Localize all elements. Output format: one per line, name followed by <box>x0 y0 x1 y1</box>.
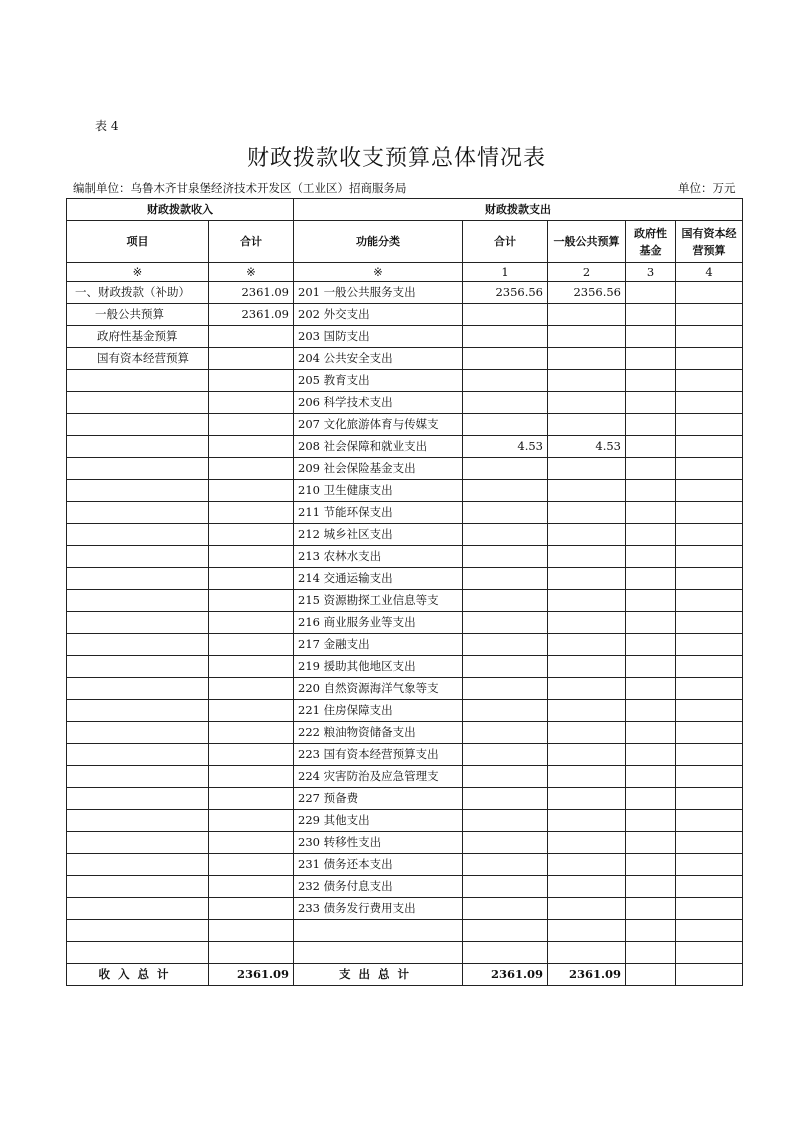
expense-total-cell <box>463 766 548 788</box>
page-title: 财政拨款收支预算总体情况表 <box>246 146 546 171</box>
expense-govfund-cell <box>626 722 676 744</box>
expense-capital-grand-total <box>676 964 743 986</box>
expense-total-cell <box>463 788 548 810</box>
expense-total-cell <box>463 942 548 964</box>
income-item-cell <box>67 524 209 546</box>
expense-capital-cell <box>676 458 743 480</box>
expense-capital-cell <box>676 370 743 392</box>
expense-govfund-cell <box>626 458 676 480</box>
expense-func-cell: 215 资源勘探工业信息等支 <box>294 590 463 612</box>
expense-general-cell <box>548 568 626 590</box>
income-total-cell <box>209 568 294 590</box>
expense-general-cell <box>548 810 626 832</box>
expense-capital-cell <box>676 942 743 964</box>
income-item-cell <box>67 612 209 634</box>
expense-total-cell <box>463 678 548 700</box>
expense-func-cell: 217 金融支出 <box>294 634 463 656</box>
table-row <box>67 304 743 326</box>
expense-general-cell <box>548 370 626 392</box>
table-row <box>67 326 743 348</box>
state-capital-header: 国有资本经营预算 <box>676 221 743 263</box>
expense-func-cell: 230 转移性支出 <box>294 832 463 854</box>
income-item-cell <box>67 854 209 876</box>
income-item-cell <box>67 678 209 700</box>
income-total-cell <box>209 436 294 458</box>
expense-capital-cell <box>676 656 743 678</box>
expense-general-cell <box>548 304 626 326</box>
expense-func-cell: 221 住房保障支出 <box>294 700 463 722</box>
income-total-cell <box>209 942 294 964</box>
income-total-cell <box>209 612 294 634</box>
expense-capital-cell <box>676 348 743 370</box>
expense-general-cell <box>548 656 626 678</box>
table-row <box>67 524 743 546</box>
table-row <box>67 656 743 678</box>
income-total-cell <box>209 480 294 502</box>
expense-general-cell: 2356.56 <box>548 282 626 304</box>
expense-capital-cell <box>676 590 743 612</box>
expense-total-cell <box>463 810 548 832</box>
expense-func-cell: 231 债务还本支出 <box>294 854 463 876</box>
expense-capital-cell <box>676 810 743 832</box>
compiling-unit: 编制单位：乌鲁木齐甘泉堡经济技术开发区（工业区）招商服务局 <box>73 181 407 195</box>
income-item-cell <box>67 546 209 568</box>
expense-func-cell: 223 国有资本经营预算支出 <box>294 744 463 766</box>
income-total-cell <box>209 656 294 678</box>
expense-govfund-cell <box>626 876 676 898</box>
expense-capital-cell <box>676 788 743 810</box>
table-number: 表 4 <box>95 119 119 133</box>
expense-capital-cell <box>676 282 743 304</box>
expense-govfund-cell <box>626 502 676 524</box>
income-total-header: 合计 <box>209 221 294 263</box>
expense-general-cell <box>548 744 626 766</box>
income-item-cell <box>67 502 209 524</box>
expense-govfund-cell <box>626 326 676 348</box>
expense-general-cell <box>548 832 626 854</box>
expense-govfund-cell <box>626 832 676 854</box>
expense-general-cell <box>548 722 626 744</box>
income-total-cell <box>209 458 294 480</box>
expense-govfund-cell <box>626 304 676 326</box>
income-total-cell <box>209 766 294 788</box>
income-item-cell <box>67 766 209 788</box>
income-total-cell <box>209 832 294 854</box>
income-total-cell: 2361.09 <box>209 282 294 304</box>
expense-general-cell <box>548 920 626 942</box>
expense-func-cell <box>294 942 463 964</box>
table-row <box>67 458 743 480</box>
expense-capital-cell <box>676 436 743 458</box>
expense-func-cell: 214 交通运输支出 <box>294 568 463 590</box>
table-row <box>67 876 743 898</box>
income-item-cell <box>67 832 209 854</box>
expense-govfund-cell <box>626 612 676 634</box>
expense-capital-cell <box>676 854 743 876</box>
expense-capital-cell <box>676 568 743 590</box>
expense-govfund-cell <box>626 766 676 788</box>
income-total-cell <box>209 788 294 810</box>
expense-group-header: 财政拨款支出 <box>294 199 743 221</box>
income-item-cell <box>67 568 209 590</box>
income-total-cell <box>209 678 294 700</box>
expense-general-cell <box>548 634 626 656</box>
table-row <box>67 788 743 810</box>
expense-total-cell <box>463 920 548 942</box>
expense-total-cell <box>463 656 548 678</box>
income-total-label: 收入总计 <box>67 964 209 986</box>
table-row <box>67 832 743 854</box>
expense-func-cell: 233 债务发行费用支出 <box>294 898 463 920</box>
income-total-cell <box>209 722 294 744</box>
expense-func-cell: 210 卫生健康支出 <box>294 480 463 502</box>
expense-govfund-cell <box>626 590 676 612</box>
income-item-cell <box>67 436 209 458</box>
expense-govfund-cell <box>626 700 676 722</box>
table-row <box>67 568 743 590</box>
income-total-cell <box>209 590 294 612</box>
income-total-cell <box>209 744 294 766</box>
table-row <box>67 414 743 436</box>
income-total-cell <box>209 524 294 546</box>
income-total-cell <box>209 854 294 876</box>
expense-govfund-cell <box>626 788 676 810</box>
expense-func-cell: 222 粮油物资储备支出 <box>294 722 463 744</box>
table-row <box>67 700 743 722</box>
expense-capital-cell <box>676 524 743 546</box>
expense-func-cell: 219 援助其他地区支出 <box>294 656 463 678</box>
expense-total-cell <box>463 502 548 524</box>
table-row <box>67 722 743 744</box>
expense-capital-cell <box>676 480 743 502</box>
table-row <box>67 678 743 700</box>
expense-total-cell <box>463 590 548 612</box>
table-row <box>67 392 743 414</box>
table-row <box>67 590 743 612</box>
expense-capital-cell <box>676 722 743 744</box>
income-item-cell <box>67 370 209 392</box>
income-total-cell <box>209 810 294 832</box>
income-item-cell <box>67 920 209 942</box>
expense-general-cell <box>548 502 626 524</box>
income-total-cell <box>209 502 294 524</box>
func-class-header: 功能分类 <box>294 221 463 263</box>
income-total-cell <box>209 326 294 348</box>
index-cell: 3 <box>626 263 676 282</box>
expense-general-cell <box>548 480 626 502</box>
expense-capital-cell <box>676 304 743 326</box>
expense-total-cell <box>463 612 548 634</box>
income-item-cell: 一般公共预算 <box>67 304 209 326</box>
expense-capital-cell <box>676 744 743 766</box>
expense-general-cell <box>548 854 626 876</box>
expense-govfund-cell <box>626 414 676 436</box>
income-total-cell <box>209 348 294 370</box>
table-row <box>67 898 743 920</box>
budget-table <box>66 198 743 986</box>
expense-govfund-cell <box>626 348 676 370</box>
expense-total-cell: 2356.56 <box>463 282 548 304</box>
table-row <box>67 612 743 634</box>
expense-general-cell: 4.53 <box>548 436 626 458</box>
income-item-cell <box>67 700 209 722</box>
income-total-cell <box>209 898 294 920</box>
expense-general-cell <box>548 942 626 964</box>
expense-govfund-cell <box>626 898 676 920</box>
expense-func-cell: 216 商业服务业等支出 <box>294 612 463 634</box>
expense-general-grand-total: 2361.09 <box>548 964 626 986</box>
expense-total-cell <box>463 876 548 898</box>
expense-general-cell <box>548 590 626 612</box>
expense-general-cell <box>548 348 626 370</box>
expense-govfund-cell <box>626 436 676 458</box>
income-item-cell <box>67 788 209 810</box>
income-item-cell <box>67 810 209 832</box>
expense-func-cell: 232 债务付息支出 <box>294 876 463 898</box>
expense-general-cell <box>548 392 626 414</box>
table-row <box>67 480 743 502</box>
income-grand-total: 2361.09 <box>209 964 294 986</box>
expense-govfund-cell <box>626 370 676 392</box>
income-item-cell <box>67 876 209 898</box>
expense-func-cell: 212 城乡社区支出 <box>294 524 463 546</box>
expense-govfund-cell <box>626 480 676 502</box>
expense-govfund-cell <box>626 634 676 656</box>
income-item-cell <box>67 590 209 612</box>
expense-total-cell <box>463 392 548 414</box>
expense-general-cell <box>548 876 626 898</box>
expense-total-cell <box>463 700 548 722</box>
expense-func-cell: 220 自然资源海洋气象等支 <box>294 678 463 700</box>
expense-capital-cell <box>676 700 743 722</box>
expense-total-cell <box>463 414 548 436</box>
income-item-cell <box>67 634 209 656</box>
expense-total-cell <box>463 524 548 546</box>
expense-func-cell: 207 文化旅游体育与传媒支 <box>294 414 463 436</box>
table-row <box>67 502 743 524</box>
expense-total-cell <box>463 898 548 920</box>
table-row <box>67 348 743 370</box>
table-row <box>67 810 743 832</box>
index-row <box>67 263 743 282</box>
income-total-cell <box>209 876 294 898</box>
expense-total-header: 合计 <box>463 221 548 263</box>
expense-func-cell: 206 科学技术支出 <box>294 392 463 414</box>
header-row-groups <box>67 199 743 221</box>
income-total-cell <box>209 392 294 414</box>
expense-govfund-grand-total <box>626 964 676 986</box>
expense-capital-cell <box>676 876 743 898</box>
expense-func-cell: 205 教育支出 <box>294 370 463 392</box>
table-row <box>67 436 743 458</box>
expense-govfund-cell <box>626 656 676 678</box>
expense-capital-cell <box>676 414 743 436</box>
income-item-cell <box>67 656 209 678</box>
expense-func-cell <box>294 920 463 942</box>
totals-row <box>67 964 743 986</box>
expense-func-cell: 202 外交支出 <box>294 304 463 326</box>
expense-func-cell: 203 国防支出 <box>294 326 463 348</box>
expense-govfund-cell <box>626 568 676 590</box>
expense-govfund-cell <box>626 392 676 414</box>
expense-total-label: 支出总计 <box>294 964 463 986</box>
income-total-cell <box>209 414 294 436</box>
expense-total-cell <box>463 458 548 480</box>
income-item-cell <box>67 722 209 744</box>
income-item-cell <box>67 458 209 480</box>
expense-total-cell <box>463 348 548 370</box>
income-total-cell <box>209 700 294 722</box>
expense-govfund-cell <box>626 678 676 700</box>
expense-capital-cell <box>676 502 743 524</box>
expense-total-cell <box>463 854 548 876</box>
index-cell: ※ <box>294 263 463 282</box>
expense-general-cell <box>548 766 626 788</box>
expense-total-cell <box>463 744 548 766</box>
table-row <box>67 546 743 568</box>
income-total-cell <box>209 546 294 568</box>
currency-unit: 单位：万元 <box>678 181 736 195</box>
expense-func-cell: 213 农林水支出 <box>294 546 463 568</box>
income-item-cell: 政府性基金预算 <box>67 326 209 348</box>
expense-govfund-cell <box>626 854 676 876</box>
expense-govfund-cell <box>626 282 676 304</box>
income-item-cell <box>67 744 209 766</box>
income-item-cell: 国有资本经营预算 <box>67 348 209 370</box>
expense-func-cell: 201 一般公共服务支出 <box>294 282 463 304</box>
expense-total-cell <box>463 326 548 348</box>
expense-general-cell <box>548 700 626 722</box>
expense-capital-cell <box>676 612 743 634</box>
expense-total-cell <box>463 722 548 744</box>
index-cell: 1 <box>463 263 548 282</box>
header-row-columns <box>67 221 743 263</box>
income-item-cell <box>67 480 209 502</box>
expense-total-cell: 4.53 <box>463 436 548 458</box>
expense-capital-cell <box>676 392 743 414</box>
expense-capital-cell <box>676 326 743 348</box>
expense-govfund-cell <box>626 920 676 942</box>
item-header: 项目 <box>67 221 209 263</box>
expense-func-cell: 224 灾害防治及应急管理支 <box>294 766 463 788</box>
income-item-cell <box>67 898 209 920</box>
expense-capital-cell <box>676 920 743 942</box>
expense-govfund-cell <box>626 546 676 568</box>
expense-grand-total: 2361.09 <box>463 964 548 986</box>
expense-govfund-cell <box>626 744 676 766</box>
income-total-cell <box>209 634 294 656</box>
income-total-cell <box>209 370 294 392</box>
expense-func-cell: 208 社会保障和就业支出 <box>294 436 463 458</box>
gov-fund-header: 政府性基金 <box>626 221 676 263</box>
table-row <box>67 634 743 656</box>
expense-capital-cell <box>676 678 743 700</box>
expense-func-cell: 204 公共安全支出 <box>294 348 463 370</box>
income-total-cell: 2361.09 <box>209 304 294 326</box>
expense-total-cell <box>463 832 548 854</box>
expense-govfund-cell <box>626 942 676 964</box>
expense-general-cell <box>548 898 626 920</box>
expense-general-cell <box>548 678 626 700</box>
income-group-header: 财政拨款收入 <box>67 199 294 221</box>
income-item-cell <box>67 414 209 436</box>
index-cell: ※ <box>67 263 209 282</box>
expense-func-cell: 227 预备费 <box>294 788 463 810</box>
income-item-cell <box>67 392 209 414</box>
expense-capital-cell <box>676 898 743 920</box>
expense-govfund-cell <box>626 810 676 832</box>
income-total-cell <box>209 920 294 942</box>
table-row <box>67 766 743 788</box>
income-item-cell <box>67 942 209 964</box>
expense-func-cell: 229 其他支出 <box>294 810 463 832</box>
expense-general-cell <box>548 524 626 546</box>
expense-func-cell: 209 社会保险基金支出 <box>294 458 463 480</box>
general-budget-header: 一般公共预算 <box>548 221 626 263</box>
income-item-cell: 一、财政拨款（补助） <box>67 282 209 304</box>
expense-capital-cell <box>676 766 743 788</box>
index-cell: 4 <box>676 263 743 282</box>
expense-total-cell <box>463 634 548 656</box>
expense-total-cell <box>463 568 548 590</box>
expense-general-cell <box>548 612 626 634</box>
expense-total-cell <box>463 480 548 502</box>
table-row <box>67 744 743 766</box>
expense-general-cell <box>548 326 626 348</box>
expense-total-cell <box>463 370 548 392</box>
expense-capital-cell <box>676 634 743 656</box>
expense-total-cell <box>463 546 548 568</box>
expense-general-cell <box>548 414 626 436</box>
expense-general-cell <box>548 458 626 480</box>
expense-general-cell <box>548 546 626 568</box>
table-row <box>67 942 743 964</box>
expense-govfund-cell <box>626 524 676 546</box>
expense-capital-cell <box>676 832 743 854</box>
table-row <box>67 370 743 392</box>
table-row <box>67 920 743 942</box>
expense-func-cell: 211 节能环保支出 <box>294 502 463 524</box>
expense-capital-cell <box>676 546 743 568</box>
expense-total-cell <box>463 304 548 326</box>
table-row <box>67 854 743 876</box>
index-cell: ※ <box>209 263 294 282</box>
table-row <box>67 282 743 304</box>
expense-general-cell <box>548 788 626 810</box>
index-cell: 2 <box>548 263 626 282</box>
